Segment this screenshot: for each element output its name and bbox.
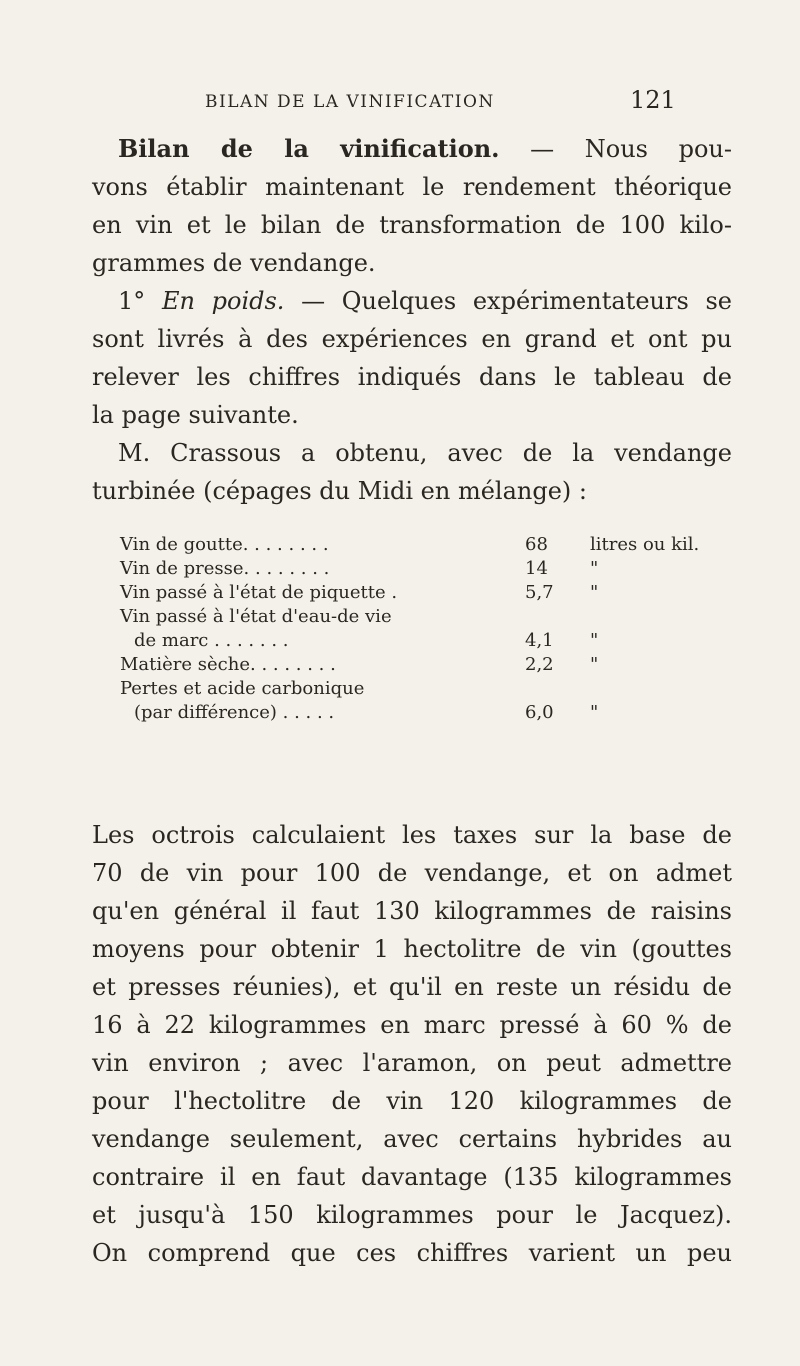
text-line: en vin et le bilan de transformation de 100 kilo- <box>92 211 732 239</box>
text-line: et presses réunies), et qu'il en reste un résidu de <box>92 973 732 1001</box>
text-line: et jusqu'à 150 kilogrammes pour le Jacquez). <box>92 1201 732 1229</box>
row-label-continuation: (par différence) . . . . . <box>134 702 335 723</box>
text-line: pour l'hectolitre de vin 120 kilogrammes de <box>92 1087 732 1115</box>
row-value: 68 <box>525 534 548 555</box>
row-label: Vin de goutte. . . . . . . . <box>120 534 329 555</box>
row-value: 5,7 <box>525 582 554 603</box>
text-line: qu'en général il faut 130 kilogrammes de raisins <box>92 897 732 925</box>
text-line: turbinée (cépages du Midi en mélange) : <box>92 477 587 505</box>
row-unit: " <box>590 702 599 723</box>
row-value: 14 <box>525 558 548 579</box>
subsection-lead: — Quelques expérimentateurs se <box>301 287 732 315</box>
table-row <box>120 677 740 725</box>
text-line: vons établir maintenant le rendement théorique <box>92 173 732 201</box>
row-label-continuation: de marc . . . . . . . <box>134 630 289 651</box>
table-row <box>120 605 740 653</box>
text-line: 70 de vin pour 100 de vendange, et on admet <box>92 859 732 887</box>
row-unit: litres ou kil. <box>590 534 700 555</box>
table-row <box>120 653 740 677</box>
text-line: moyens pour obtenir 1 hectolitre de vin (gouttes <box>92 935 732 963</box>
row-value: 4,1 <box>525 630 554 651</box>
text-line: la page suivante. <box>92 401 299 429</box>
text-line: vendange seulement, avec certains hybrides au <box>92 1125 732 1153</box>
section-body <box>92 130 732 510</box>
subsection-first-line <box>92 282 732 320</box>
text-line: On comprend que ces chiffres varient un peu <box>92 1239 732 1267</box>
section-first-line <box>92 130 732 168</box>
row-label-line: Vin passé à l'état d'eau-de vie <box>120 606 392 627</box>
text-line: Les octrois calculaient les taxes sur la base de <box>92 821 732 849</box>
table-row <box>120 581 740 605</box>
section-intro-rest: — Nous pou- <box>530 135 732 163</box>
row-label: Vin passé à l'état de piquette . <box>120 582 398 603</box>
text-line: contraire il en faut davantage (135 kilogrammes <box>92 1163 732 1191</box>
page-number: 121 <box>630 86 676 114</box>
table-row <box>120 557 740 581</box>
row-label-line: Pertes et acide carbonique <box>120 678 365 699</box>
text-line: vin environ ; avec l'aramon, on peut admettre <box>92 1049 732 1077</box>
text-line: M. Crassous a obtenu, avec de la vendange <box>118 439 732 467</box>
row-unit: " <box>590 582 599 603</box>
paragraph-octrois <box>92 816 732 1272</box>
row-unit: " <box>590 630 599 651</box>
section-title: Bilan de la vinification. <box>118 134 500 163</box>
row-value: 6,0 <box>525 702 554 723</box>
text-line: sont livrés à des expériences en grand et ont pu <box>92 325 732 353</box>
row-label: Vin de presse. . . . . . . . <box>120 558 330 579</box>
row-unit: " <box>590 654 599 675</box>
table-row <box>120 533 740 557</box>
vinification-table <box>120 533 740 725</box>
running-title: BILAN DE LA VINIFICATION <box>205 92 495 112</box>
text-line: relever les chiffres indiqués dans le tableau de <box>92 363 732 391</box>
row-label: Matière sèche. . . . . . . . <box>120 654 336 675</box>
subsection-title: En poids. <box>161 287 285 315</box>
text-line: grammes de vendange. <box>92 249 376 277</box>
subsection-number: 1° <box>118 287 146 315</box>
row-unit: " <box>590 558 599 579</box>
row-label <box>120 605 510 653</box>
row-label <box>120 677 510 725</box>
text-line: 16 à 22 kilogrammes en marc pressé à 60 % de <box>92 1011 732 1039</box>
row-value: 2,2 <box>525 654 554 675</box>
